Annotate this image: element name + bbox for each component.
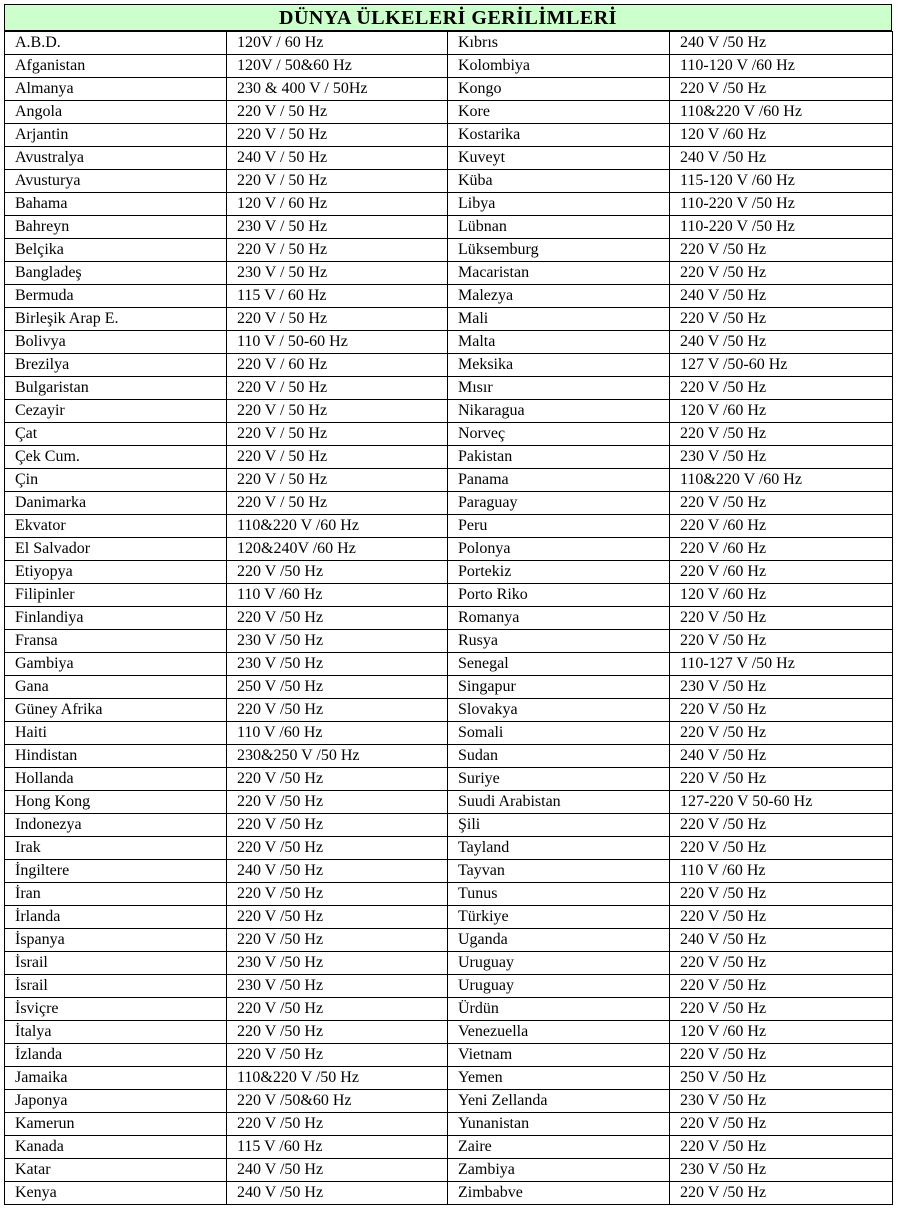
country-cell: Hindistan [5,745,227,768]
voltage-cell: 220 V / 50 Hz [227,124,448,147]
voltage-cell: 230 V /50 Hz [670,446,893,469]
voltage-cell: 120V / 50&60 Hz [227,55,448,78]
table-row [5,124,893,147]
country-cell: Romanya [448,607,670,630]
voltage-cell: 220 V /50 Hz [227,1044,448,1067]
voltage-cell: 220 V /50 Hz [227,906,448,929]
voltage-cell: 220 V /50 Hz [670,975,893,998]
country-cell: Cezayir [5,400,227,423]
table-row [5,170,893,193]
country-cell: Kongo [448,78,670,101]
voltage-cell: 110&220 V /50 Hz [227,1067,448,1090]
country-cell: Kolombiya [448,55,670,78]
country-cell: Katar [5,1159,227,1182]
voltage-cell: 120V / 60 Hz [227,32,448,55]
country-cell: Filipinler [5,584,227,607]
country-cell: Mısır [448,377,670,400]
voltage-cell: 220 V /50 Hz [670,837,893,860]
voltage-cell: 230 V /50 Hz [227,653,448,676]
table-row [5,469,893,492]
table-row [5,837,893,860]
voltage-cell: 220 V /50 Hz [227,1021,448,1044]
table-row [5,561,893,584]
voltage-cell: 115 V / 60 Hz [227,285,448,308]
table-row [5,423,893,446]
table-row [5,1159,893,1182]
voltage-cell: 220 V /50 Hz [227,699,448,722]
table-row [5,101,893,124]
table-row [5,446,893,469]
table-row [5,653,893,676]
country-cell: Norveç [448,423,670,446]
table-row [5,975,893,998]
country-cell: Kanada [5,1136,227,1159]
voltage-cell: 240 V /50 Hz [227,860,448,883]
country-cell: Brezilya [5,354,227,377]
table-row [5,722,893,745]
country-cell: İngiltere [5,860,227,883]
table-row [5,377,893,400]
voltage-cell: 220 V /50 Hz [670,952,893,975]
voltage-cell: 220 V /50 Hz [670,1136,893,1159]
table-row [5,32,893,55]
country-cell: Malezya [448,285,670,308]
voltage-cell: 220 V /50 Hz [227,791,448,814]
voltage-cell: 220 V /50 Hz [227,837,448,860]
country-cell: Senegal [448,653,670,676]
country-cell: Bulgaristan [5,377,227,400]
table-row [5,285,893,308]
country-cell: Şili [448,814,670,837]
country-cell: Kamerun [5,1113,227,1136]
voltage-cell: 110-120 V /60 Hz [670,55,893,78]
voltage-cell: 220 V / 50 Hz [227,423,448,446]
voltage-cell: 250 V /50 Hz [670,1067,893,1090]
voltage-cell: 220 V /50 Hz [670,262,893,285]
voltage-cell: 220 V /50 Hz [670,1044,893,1067]
voltage-cell: 110 V /60 Hz [227,584,448,607]
voltage-cell: 220 V /50 Hz [670,492,893,515]
voltage-cell: 240 V /50 Hz [670,32,893,55]
country-cell: Libya [448,193,670,216]
table-row [5,216,893,239]
voltage-cell: 220 V / 50 Hz [227,377,448,400]
country-cell: Angola [5,101,227,124]
voltage-cell: 220 V /50 Hz [670,699,893,722]
table-row [5,814,893,837]
country-cell: Jamaika [5,1067,227,1090]
table-row [5,952,893,975]
country-cell: Finlandiya [5,607,227,630]
voltage-cell: 220 V /50 Hz [670,630,893,653]
voltage-cell: 220 V / 60 Hz [227,354,448,377]
country-cell: Fransa [5,630,227,653]
voltage-document [4,4,892,1205]
voltage-cell: 230 V /50 Hz [227,975,448,998]
voltage-cell: 127 V /50-60 Hz [670,354,893,377]
table-row [5,906,893,929]
country-cell: Ekvator [5,515,227,538]
country-cell: Slovakya [448,699,670,722]
country-cell: Haiti [5,722,227,745]
voltage-cell: 110 V / 50-60 Hz [227,331,448,354]
country-cell: Indonezya [5,814,227,837]
country-cell: Bahreyn [5,216,227,239]
voltage-cell: 220 V /50 Hz [670,998,893,1021]
voltage-cell: 250 V /50 Hz [227,676,448,699]
country-cell: Mali [448,308,670,331]
voltage-cell: 240 V /50 Hz [670,147,893,170]
country-cell: Malta [448,331,670,354]
voltage-cell: 220 V /50 Hz [670,377,893,400]
country-cell: Uganda [448,929,670,952]
table-row [5,308,893,331]
voltage-cell: 220 V /50 Hz [227,1113,448,1136]
voltage-cell: 220 V /60 Hz [670,538,893,561]
voltage-cell: 240 V /50 Hz [670,285,893,308]
voltage-cell: 120 V /60 Hz [670,400,893,423]
voltage-cell: 110-220 V /50 Hz [670,216,893,239]
voltage-cell: 120 V /60 Hz [670,584,893,607]
voltage-cell: 127-220 V 50-60 Hz [670,791,893,814]
country-cell: Venezuella [448,1021,670,1044]
voltage-cell: 240 V /50 Hz [670,331,893,354]
table-row [5,1182,893,1205]
country-cell: Pakistan [448,446,670,469]
country-cell: İran [5,883,227,906]
voltage-cell: 110&220 V /60 Hz [670,469,893,492]
table-row [5,55,893,78]
voltage-cell: 230 V /50 Hz [227,630,448,653]
country-cell: Kostarika [448,124,670,147]
table-row [5,883,893,906]
voltage-cell: 240 V /50 Hz [670,745,893,768]
voltage-cell: 240 V /50 Hz [227,1159,448,1182]
voltage-cell: 220 V /50 Hz [670,722,893,745]
voltage-cell: 240 V /50 Hz [227,1182,448,1205]
voltage-cell: 220 V / 50 Hz [227,400,448,423]
table-row [5,515,893,538]
country-cell: Zambiya [448,1159,670,1182]
country-cell: Vietnam [448,1044,670,1067]
country-cell: Kenya [5,1182,227,1205]
country-cell: Avustralya [5,147,227,170]
country-cell: Hong Kong [5,791,227,814]
table-row [5,400,893,423]
table-row [5,860,893,883]
country-cell: Zimbabve [448,1182,670,1205]
table-row [5,262,893,285]
voltage-cell: 115-120 V /60 Hz [670,170,893,193]
country-cell: Bermuda [5,285,227,308]
country-cell: Küba [448,170,670,193]
document-title: DÜNYA ÜLKELERİ GERİLİMLERİ [4,4,892,31]
table-row [5,929,893,952]
voltage-cell: 220 V / 50 Hz [227,308,448,331]
voltage-cell: 220 V /50 Hz [670,423,893,446]
voltage-cell: 220 V /50 Hz [670,308,893,331]
country-cell: Bahama [5,193,227,216]
country-cell: Kore [448,101,670,124]
country-cell: Panama [448,469,670,492]
voltage-cell: 220 V / 50 Hz [227,239,448,262]
country-cell: Uruguay [448,975,670,998]
table-row [5,676,893,699]
country-cell: İzlanda [5,1044,227,1067]
table-row [5,699,893,722]
country-cell: Afganistan [5,55,227,78]
table-row [5,745,893,768]
voltage-cell: 110&220 V /60 Hz [670,101,893,124]
voltage-cell: 110&220 V /60 Hz [227,515,448,538]
country-cell: Zaire [448,1136,670,1159]
table-row [5,331,893,354]
voltage-cell: 120 V /60 Hz [670,124,893,147]
voltage-cell: 220 V /50 Hz [670,814,893,837]
voltage-cell: 220 V / 50 Hz [227,170,448,193]
voltage-cell: 110 V /60 Hz [670,860,893,883]
country-cell: Yemen [448,1067,670,1090]
country-cell: Lübnan [448,216,670,239]
country-cell: Çek Cum. [5,446,227,469]
country-cell: Tayvan [448,860,670,883]
table-row [5,998,893,1021]
table-row [5,1090,893,1113]
country-cell: Kıbrıs [448,32,670,55]
voltage-cell: 220 V / 50 Hz [227,101,448,124]
table-row [5,1021,893,1044]
country-cell: İsrail [5,952,227,975]
country-cell: Porto Riko [448,584,670,607]
country-cell: Çin [5,469,227,492]
table-row [5,492,893,515]
voltage-cell: 240 V / 50 Hz [227,147,448,170]
table-row [5,354,893,377]
voltage-cell: 110-220 V /50 Hz [670,193,893,216]
voltage-cell: 240 V /50 Hz [670,929,893,952]
country-cell: Kuveyt [448,147,670,170]
country-cell: Portekiz [448,561,670,584]
country-cell: Gana [5,676,227,699]
voltage-cell: 220 V /50 Hz [227,561,448,584]
country-cell: Birleşik Arap E. [5,308,227,331]
voltage-cell: 220 V /50 Hz [670,239,893,262]
voltage-cell: 120 V / 60 Hz [227,193,448,216]
country-cell: Rusya [448,630,670,653]
country-cell: Türkiye [448,906,670,929]
country-cell: Belçika [5,239,227,262]
country-cell: El Salvador [5,538,227,561]
country-cell: Irak [5,837,227,860]
voltage-cell: 220 V / 50 Hz [227,492,448,515]
voltage-cell: 115 V /60 Hz [227,1136,448,1159]
country-cell: Nikaragua [448,400,670,423]
voltage-cell: 220 V /50 Hz [670,906,893,929]
voltage-cell: 220 V /50 Hz [670,768,893,791]
voltage-cell: 230 V /50 Hz [670,1090,893,1113]
country-cell: Gambiya [5,653,227,676]
country-cell: Bolivya [5,331,227,354]
voltage-cell: 220 V /50 Hz [227,998,448,1021]
country-cell: Japonya [5,1090,227,1113]
voltage-cell: 110 V /60 Hz [227,722,448,745]
voltage-table [4,31,893,1205]
country-cell: İrlanda [5,906,227,929]
country-cell: Meksika [448,354,670,377]
table-row [5,1044,893,1067]
table-row [5,584,893,607]
voltage-cell: 230 V /50 Hz [227,952,448,975]
voltage-cell: 220 V /50&60 Hz [227,1090,448,1113]
country-cell: Suudi Arabistan [448,791,670,814]
country-cell: Güney Afrika [5,699,227,722]
country-cell: Suriye [448,768,670,791]
voltage-cell: 220 V /50 Hz [670,78,893,101]
country-cell: Uruguay [448,952,670,975]
voltage-cell: 230 & 400 V / 50Hz [227,78,448,101]
table-row [5,193,893,216]
table-row [5,791,893,814]
country-cell: İsrail [5,975,227,998]
voltage-cell: 220 V /50 Hz [227,883,448,906]
table-row [5,239,893,262]
voltage-cell: 220 V /50 Hz [670,883,893,906]
country-cell: Sudan [448,745,670,768]
country-cell: Somali [448,722,670,745]
country-cell: Ürdün [448,998,670,1021]
table-row [5,630,893,653]
voltage-cell: 220 V /50 Hz [227,929,448,952]
voltage-cell: 230 V /50 Hz [670,1159,893,1182]
voltage-cell: 220 V / 50 Hz [227,446,448,469]
country-cell: A.B.D. [5,32,227,55]
country-cell: Yeni Zellanda [448,1090,670,1113]
voltage-cell: 230&250 V /50 Hz [227,745,448,768]
country-cell: Tayland [448,837,670,860]
voltage-cell: 220 V /60 Hz [670,561,893,584]
country-cell: Peru [448,515,670,538]
voltage-cell: 110-127 V /50 Hz [670,653,893,676]
table-row [5,1113,893,1136]
country-cell: Bangladeş [5,262,227,285]
table-row [5,768,893,791]
country-cell: Singapur [448,676,670,699]
table-row [5,147,893,170]
voltage-cell: 220 V /50 Hz [670,607,893,630]
voltage-cell: 220 V /50 Hz [227,768,448,791]
country-cell: Hollanda [5,768,227,791]
table-row [5,607,893,630]
voltage-cell: 230 V /50 Hz [670,676,893,699]
voltage-cell: 220 V /50 Hz [670,1182,893,1205]
country-cell: Macaristan [448,262,670,285]
table-row [5,538,893,561]
voltage-cell: 230 V / 50 Hz [227,262,448,285]
table-row [5,1136,893,1159]
voltage-cell: 220 V /50 Hz [227,814,448,837]
table-row [5,1067,893,1090]
country-cell: Yunanistan [448,1113,670,1136]
country-cell: Paraguay [448,492,670,515]
voltage-cell: 220 V /60 Hz [670,515,893,538]
voltage-cell: 230 V / 50 Hz [227,216,448,239]
country-cell: Polonya [448,538,670,561]
country-cell: Avusturya [5,170,227,193]
country-cell: Tunus [448,883,670,906]
voltage-cell: 220 V /50 Hz [227,607,448,630]
voltage-cell: 220 V / 50 Hz [227,469,448,492]
country-cell: Lüksemburg [448,239,670,262]
country-cell: İspanya [5,929,227,952]
voltage-cell: 220 V /50 Hz [670,1113,893,1136]
country-cell: İtalya [5,1021,227,1044]
country-cell: Almanya [5,78,227,101]
voltage-cell: 120&240V /60 Hz [227,538,448,561]
country-cell: Çat [5,423,227,446]
country-cell: İsviçre [5,998,227,1021]
country-cell: Arjantin [5,124,227,147]
table-row [5,78,893,101]
country-cell: Danimarka [5,492,227,515]
country-cell: Etiyopya [5,561,227,584]
voltage-cell: 120 V /60 Hz [670,1021,893,1044]
